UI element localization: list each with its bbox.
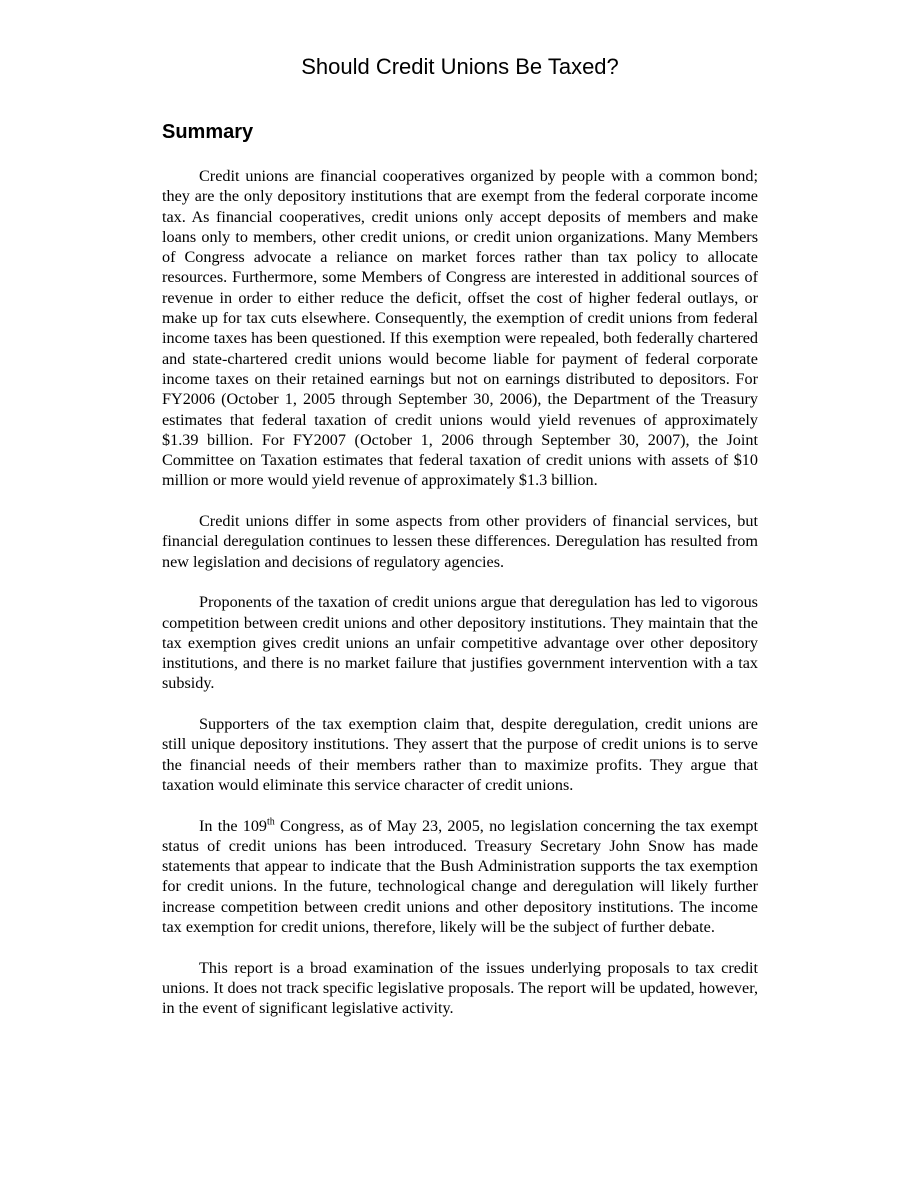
summary-body (162, 166, 758, 1039)
section-heading-summary: Summary (162, 121, 254, 143)
paragraph-1: Credit unions are financial cooperatives organized by people with a common bond; they are the only depository institutions that are exempt from the federal corporate income tax. As financial cooperatives, credit unions only accept deposits of members and make loans only to members, other credit unions, or credit union organizations. Many Members of Congress advocate a reliance on market forces rather than tax policy to allocate resources. Furthermore, some Members of Congress are interested in additional sources of revenue in order to either reduce the deficit, offset the cost of higher federal outlays, or make up for tax cuts elsewhere. Consequently, the exemption of credit unions from federal income taxes has been questioned. If this exemption were repealed, both federally chartered and state-chartered credit unions would become liable for payment of federal corporate income taxes on their retained earnings but not on earnings distributed to depositors. For FY2006 (October 1, 2005 through September 30, 2006), the Department of the Treasury estimates that federal taxation of credit unions would yield revenues of approximately $1.39 billion. For FY2007 (October 1, 2006 through September 30, 2007), the Joint Committee on Taxation estimates that federal taxation of credit unions with assets of $10 million or more would yield revenue of approximately $1.3 billion. (162, 167, 758, 490)
ordinal-superscript: th (267, 816, 275, 828)
paragraph-5-start: In the 109 (199, 816, 268, 835)
paragraph-2: Credit unions differ in some aspects from other providers of financial services, but financial deregulation continues to lessen these differences. Deregulation has resulted from new legislation and decisions of regulatory agencies. (162, 512, 758, 571)
paragraph-6: This report is a broad examination of the issues underlying proposals to tax credit unions. It does not track specific legislative proposals. The report will be updated, however, in the event of significant legislative activity. (162, 958, 758, 1018)
paragraph-3: Proponents of the taxation of credit unions argue that deregulation has led to vigorous competition between credit unions and other depository institutions. They maintain that the tax exemption gives credit unions an unfair competitive advantage over other depository institutions, and there is no market failure that justifies government intervention with a tax subsidy. (162, 593, 758, 693)
paragraph-4: Supporters of the tax exemption claim that, despite deregulation, credit unions are still unique depository institutions. They assert that the purpose of credit unions is to serve the financial needs of their members rather than to maximize profits. They argue that taxation would eliminate this service character of credit unions. (162, 715, 758, 794)
page-title: Should Credit Unions Be Taxed? (301, 54, 619, 79)
paragraph-5-rest: Congress, as of May 23, 2005, no legislation concerning the tax exempt status of credit unions has been introduced. Treasury Secretary John Snow has made statements that appear to indicate that the Bush Administration supports the tax exemption for credit unions. In the future, technological change and deregulation will likely further increase competition between credit unions and other depository institutions. The income tax exemption for credit unions, therefore, likely will be the subject of further debate. (162, 816, 758, 936)
paragraph-5 (162, 816, 758, 938)
